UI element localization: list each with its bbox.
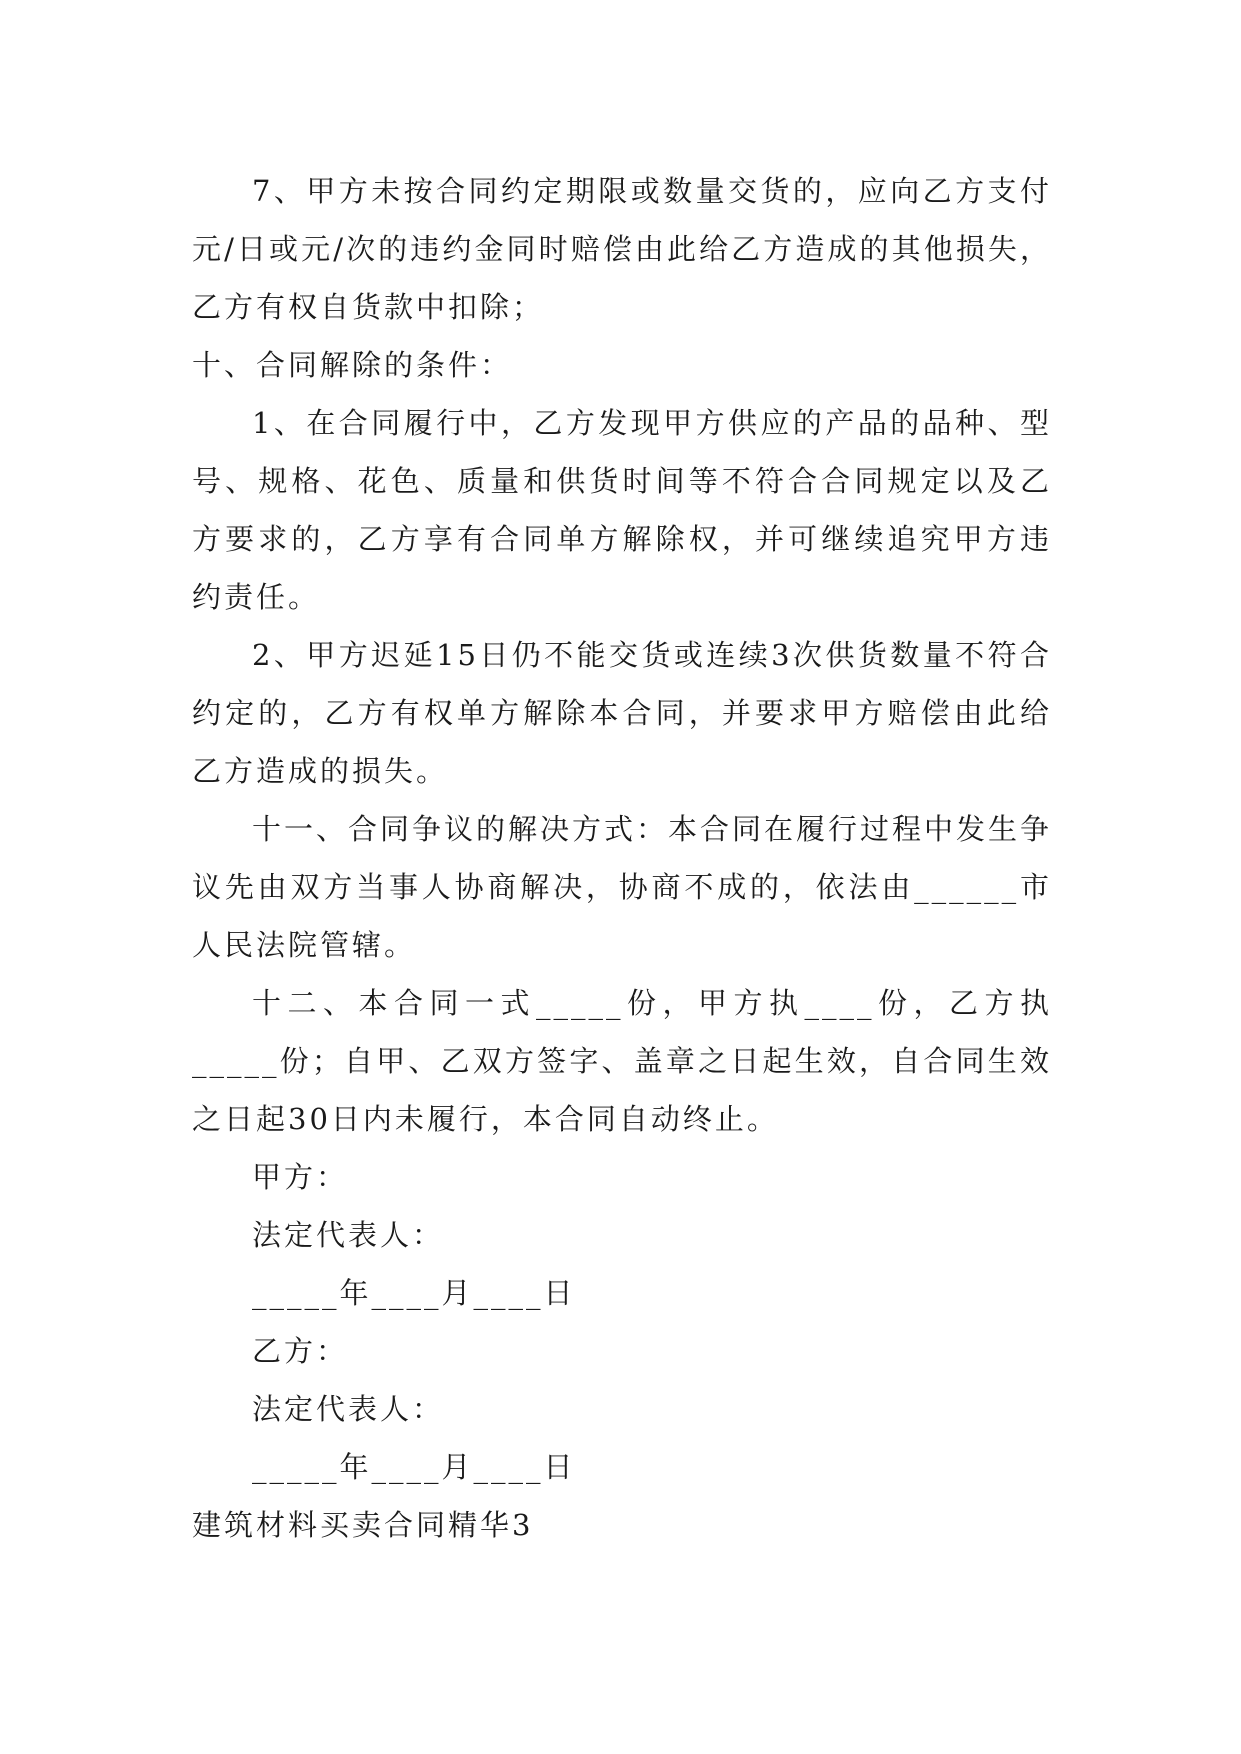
- party-b-label: 乙方：: [252, 1334, 349, 1368]
- signature-block: [192, 1148, 1052, 1496]
- next-document-title: 建筑材料买卖合同精华3: [192, 1508, 534, 1542]
- clause-7-paragraph: 7、甲方未按合同约定期限或数量交货的，应向乙方支付元/日或元/次的违约金同时赔偿由此给乙方造成的其他损失，乙方有权自货款中扣除；: [192, 174, 1052, 324]
- party-a-representative-label: 法定代表人：: [252, 1218, 445, 1252]
- section-10-heading: 十、合同解除的条件：: [192, 348, 513, 382]
- document-body: [192, 162, 1052, 1554]
- party-b-date-line: _____年____月____日: [252, 1450, 576, 1484]
- section-11-paragraph: 十一、合同争议的解决方式：本合同在履行过程中发生争议先由双方当事人协商解决，协商不成的，依法由______市人民法院管辖。: [192, 812, 1053, 962]
- party-a-label: 甲方：: [252, 1160, 349, 1194]
- party-b-representative-label: 法定代表人：: [252, 1392, 445, 1426]
- section-12-paragraph: 十二、本合同一式_____份，甲方执____份，乙方执_____份；自甲、乙双方签字、盖章之日起生效，自合同生效之日起30日内未履行，本合同自动终止。: [192, 986, 1052, 1136]
- clause-10-2-paragraph: 2、甲方迟延15日仍不能交货或连续3次供货数量不符合约定的，乙方有权单方解除本合同，并要求甲方赔偿由此给乙方造成的损失。: [192, 638, 1052, 788]
- party-a-date-line: _____年____月____日: [252, 1276, 576, 1310]
- clause-10-1-paragraph: 1、在合同履行中，乙方发现甲方供应的产品的品种、型号、规格、花色、质量和供货时间等不符合合同规定以及乙方要求的，乙方享有合同单方解除权，并可继续追究甲方违约责任。: [192, 406, 1052, 614]
